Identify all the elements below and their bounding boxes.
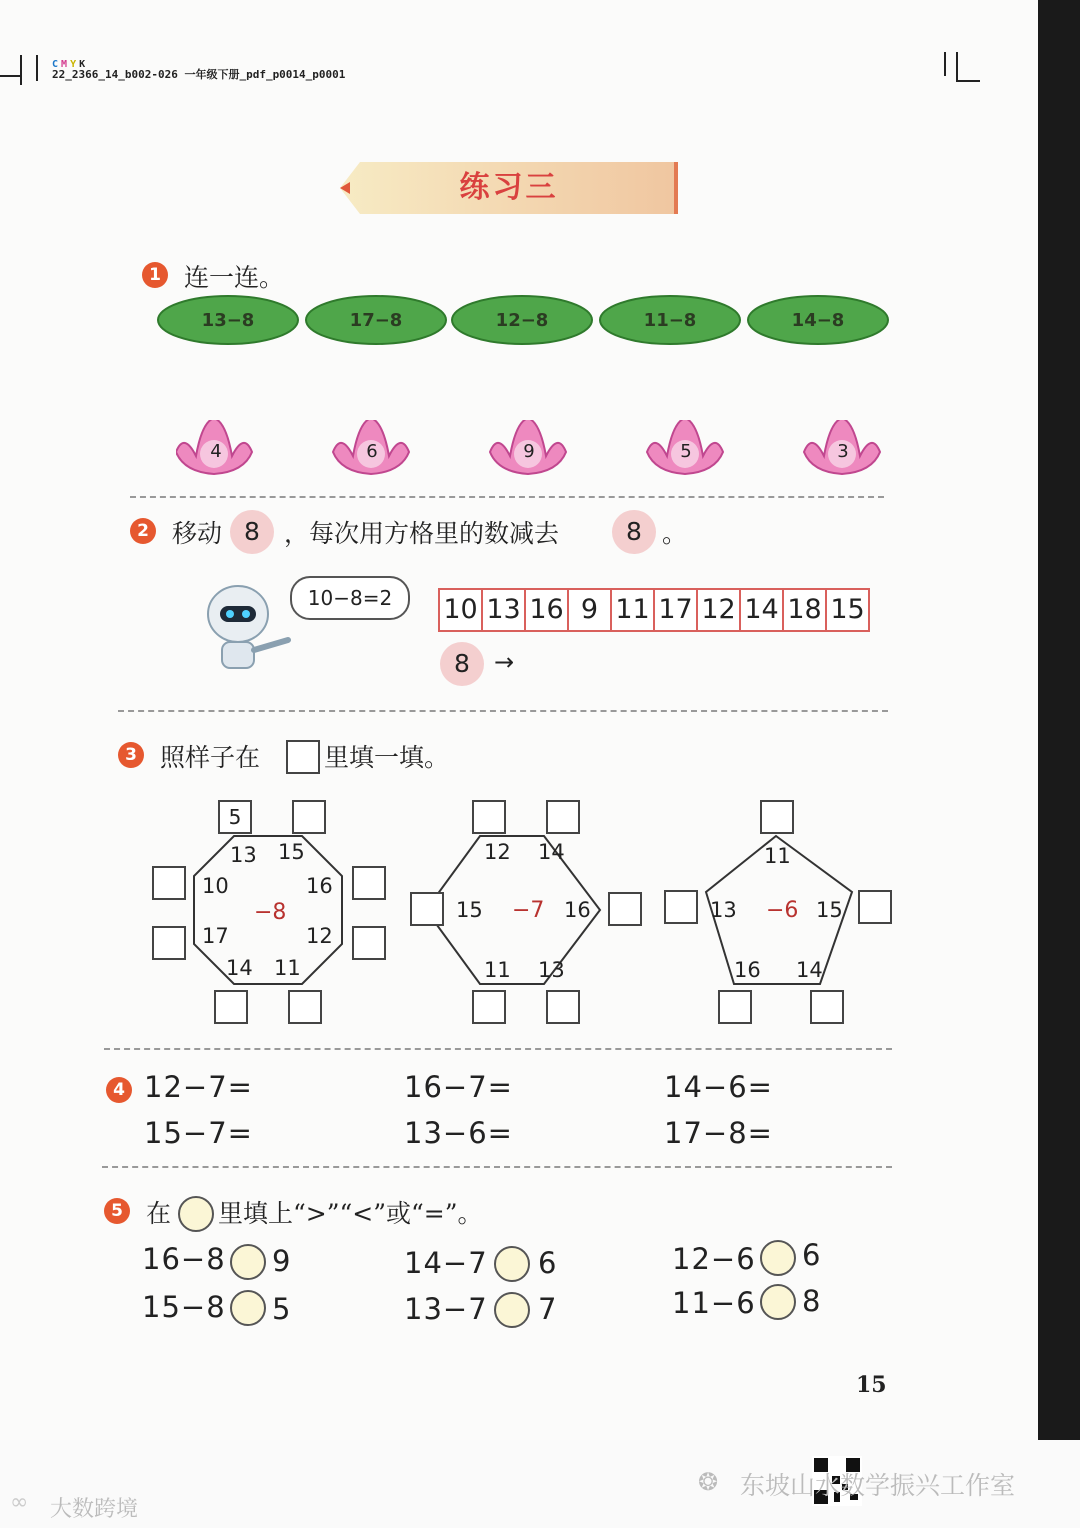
answer-box[interactable] bbox=[546, 990, 580, 1024]
leaf-label[interactable]: 13−8 bbox=[201, 310, 255, 331]
question-5-number: 5 bbox=[104, 1198, 130, 1224]
equation: 14−6= bbox=[664, 1070, 773, 1104]
compare-left: 11−6 bbox=[672, 1286, 756, 1320]
watermark-logo-icon: ∞ bbox=[10, 1490, 29, 1515]
crop-mark bbox=[956, 52, 958, 82]
strip-cell[interactable]: 9 bbox=[569, 590, 612, 630]
strip-cell[interactable]: 14 bbox=[741, 590, 784, 630]
question-5-text-a: 在 bbox=[146, 1199, 172, 1228]
answer-box[interactable] bbox=[664, 890, 698, 924]
octagon-number: 17 bbox=[202, 924, 229, 948]
flower-number[interactable]: 9 bbox=[523, 441, 535, 462]
compare-circle[interactable] bbox=[494, 1292, 530, 1328]
octagon-number: 12 bbox=[306, 924, 333, 948]
answer-box-icon bbox=[286, 740, 320, 774]
answer-box[interactable] bbox=[152, 866, 186, 900]
crop-mark bbox=[956, 80, 980, 82]
crop-mark bbox=[36, 55, 38, 81]
octagon-number: 15 bbox=[278, 840, 305, 864]
compare-left: 16−8 bbox=[142, 1242, 226, 1276]
pentagon-number: 16 bbox=[734, 958, 761, 982]
answer-box[interactable] bbox=[472, 800, 506, 834]
compare-circle[interactable] bbox=[230, 1290, 266, 1326]
flower-number[interactable]: 3 bbox=[837, 441, 849, 462]
crop-mark bbox=[944, 52, 946, 76]
octagon-number: 13 bbox=[230, 843, 257, 867]
answer-box[interactable] bbox=[152, 926, 186, 960]
octagon-number: 10 bbox=[202, 874, 229, 898]
compare-right: 5 bbox=[272, 1292, 292, 1326]
leaf-label[interactable]: 14−8 bbox=[791, 310, 845, 331]
section-divider bbox=[104, 1048, 892, 1050]
strip-cell[interactable]: 17 bbox=[655, 590, 698, 630]
cmyk-marks: C M Y K bbox=[52, 59, 86, 70]
octagon-number: 11 bbox=[274, 956, 301, 980]
number-strip bbox=[438, 588, 870, 632]
pentagon-number: 14 bbox=[796, 958, 823, 982]
answer-box[interactable] bbox=[288, 990, 322, 1024]
section-divider bbox=[102, 1166, 892, 1168]
watermark-bottom-right: 东坡山水数学振兴工作室 bbox=[740, 1471, 1016, 1500]
equation: 13−6= bbox=[404, 1116, 513, 1150]
leaf-label[interactable]: 12−8 bbox=[495, 310, 549, 331]
watermark-wechat-icon: ❂ bbox=[698, 1468, 719, 1496]
compare-circle[interactable] bbox=[760, 1284, 796, 1320]
question-1-text: 连一连。 bbox=[184, 263, 285, 292]
compare-right: 6 bbox=[538, 1246, 558, 1280]
question-2-text-c: 。 bbox=[662, 519, 688, 548]
compare-right: 7 bbox=[538, 1292, 558, 1326]
compare-left: 12−6 bbox=[672, 1242, 756, 1276]
question-3-text-a: 照样子在 bbox=[160, 743, 261, 772]
hexagon-number: 16 bbox=[564, 898, 591, 922]
pentagon-number: 11 bbox=[764, 844, 791, 868]
speech-bubble: 10−8=2 bbox=[290, 576, 410, 620]
compare-left: 14−7 bbox=[404, 1246, 488, 1280]
question-3-number: 3 bbox=[118, 742, 144, 768]
answer-box[interactable] bbox=[760, 800, 794, 834]
compare-right: 8 bbox=[802, 1284, 822, 1318]
question-4-number: 4 bbox=[106, 1077, 132, 1103]
arrow-right-icon: → bbox=[494, 648, 515, 676]
question-3-text-b: 里填一填。 bbox=[324, 743, 450, 772]
question-5-text-b: 里填上“>”“<”或“=”。 bbox=[218, 1199, 483, 1228]
hexagon-number: 14 bbox=[538, 840, 565, 864]
pentagon-operator: −6 bbox=[766, 898, 799, 923]
answer-box[interactable] bbox=[810, 990, 844, 1024]
octagon-number: 16 bbox=[306, 874, 333, 898]
strip-cell[interactable]: 13 bbox=[483, 590, 526, 630]
compare-circle[interactable] bbox=[494, 1246, 530, 1282]
strip-cell[interactable]: 10 bbox=[440, 590, 483, 630]
flower-number[interactable]: 4 bbox=[210, 441, 222, 462]
answer-box[interactable] bbox=[718, 990, 752, 1024]
answer-box[interactable] bbox=[472, 990, 506, 1024]
equation: 16−7= bbox=[404, 1070, 513, 1104]
watermark-bottom-left: 大数跨境 bbox=[50, 1497, 139, 1522]
compare-right: 9 bbox=[272, 1244, 292, 1278]
hexagon-number: 13 bbox=[538, 958, 565, 982]
strip-cell[interactable]: 18 bbox=[784, 590, 827, 630]
answer-box[interactable] bbox=[292, 800, 326, 834]
scan-dark-edge bbox=[1038, 0, 1080, 1445]
answer-box[interactable] bbox=[352, 866, 386, 900]
robot-icon bbox=[200, 580, 300, 672]
answer-box[interactable] bbox=[546, 800, 580, 834]
question-2-text-b: ，每次用方格里的数减去 bbox=[284, 519, 560, 548]
section-divider bbox=[118, 710, 888, 712]
compare-left: 15−8 bbox=[142, 1290, 226, 1324]
flower-number[interactable]: 5 bbox=[680, 441, 692, 462]
page-title: 练习三 bbox=[459, 170, 559, 205]
hexagon-number: 11 bbox=[484, 958, 511, 982]
leaf-label[interactable]: 11−8 bbox=[643, 310, 697, 331]
pentagon-number: 15 bbox=[816, 898, 843, 922]
title-banner bbox=[340, 162, 678, 214]
crop-mark bbox=[0, 75, 22, 77]
strip-cell[interactable]: 12 bbox=[698, 590, 741, 630]
answer-box[interactable] bbox=[352, 926, 386, 960]
answer-box[interactable] bbox=[608, 892, 642, 926]
question-2-number: 2 bbox=[130, 518, 156, 544]
compare-right: 6 bbox=[802, 1238, 822, 1272]
print-filename: 22_2366_14_b002-026 一年级下册_pdf_p0014_p0001 bbox=[52, 68, 346, 81]
strip-cell[interactable]: 15 bbox=[830, 594, 865, 625]
leaf-label[interactable]: 17−8 bbox=[349, 310, 403, 331]
octagon-operator: −8 bbox=[254, 900, 287, 925]
subtract-eight-circle: 8 bbox=[612, 510, 656, 554]
compare-left: 13−7 bbox=[404, 1292, 488, 1326]
answer-box[interactable] bbox=[214, 990, 248, 1024]
hexagon-number: 15 bbox=[456, 898, 483, 922]
compare-circle-icon bbox=[178, 1196, 214, 1232]
pentagon-number: 13 bbox=[710, 898, 737, 922]
answer-box[interactable] bbox=[410, 892, 444, 926]
flower-number[interactable]: 6 bbox=[366, 441, 378, 462]
hexagon-operator: −7 bbox=[512, 898, 545, 923]
page-number: 15 bbox=[856, 1372, 887, 1398]
mover-circle[interactable]: 8 bbox=[440, 642, 484, 686]
move-eight-circle: 8 bbox=[230, 510, 274, 554]
hexagon-number: 12 bbox=[484, 840, 511, 864]
section-divider bbox=[130, 496, 884, 498]
compare-circle[interactable] bbox=[230, 1244, 266, 1280]
strip-cell[interactable]: 16 bbox=[526, 590, 569, 630]
equation: 15−7= bbox=[144, 1116, 253, 1150]
octagon-number: 14 bbox=[226, 956, 253, 980]
compare-circle[interactable] bbox=[760, 1240, 796, 1276]
question-1-number: 1 bbox=[142, 262, 168, 288]
question-2-text-a: 移动 bbox=[172, 519, 223, 548]
answer-box: 5 bbox=[218, 800, 252, 834]
equation: 12−7= bbox=[144, 1070, 253, 1104]
crop-mark bbox=[20, 55, 22, 85]
answer-box[interactable] bbox=[858, 890, 892, 924]
strip-cell[interactable]: 11 bbox=[612, 590, 655, 630]
equation: 17−8= bbox=[664, 1116, 773, 1150]
